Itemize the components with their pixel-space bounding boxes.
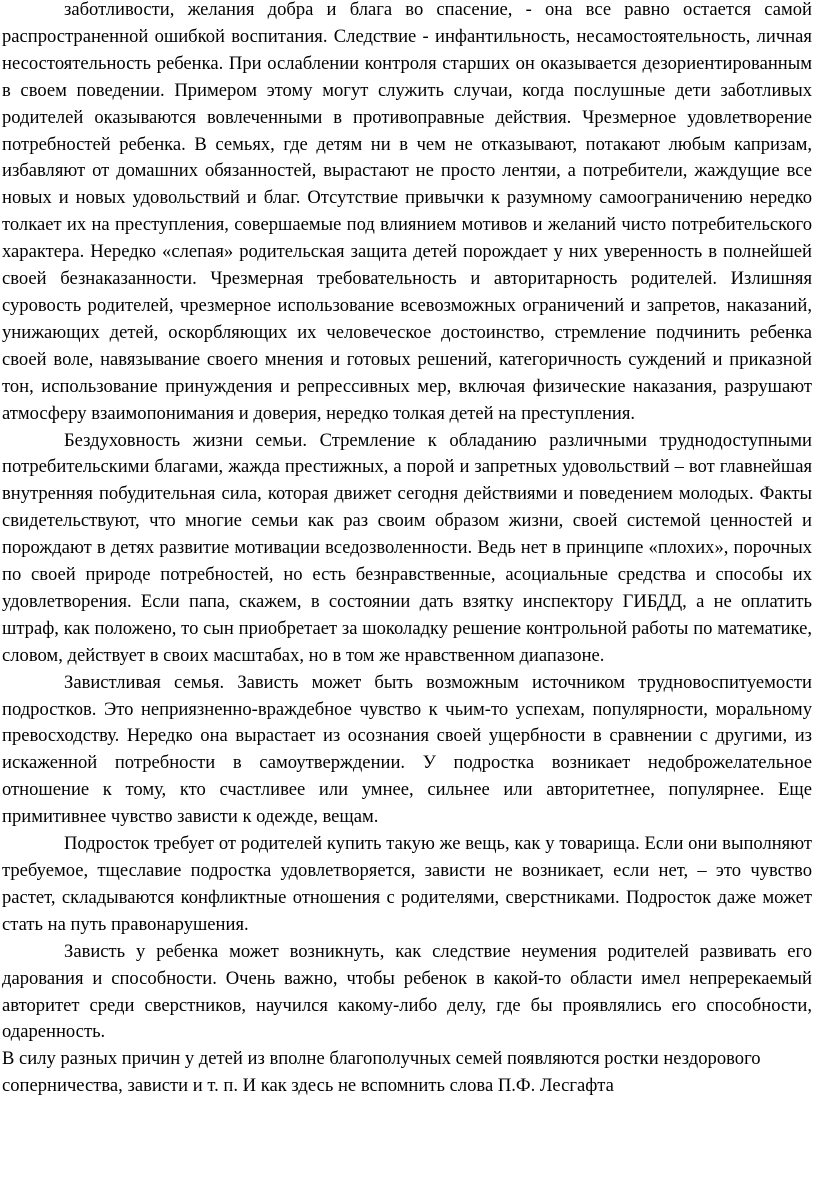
- paragraph-envious-family: Завистливая семья. Зависть может быть возможным источником трудновоспитуемости подростков. Это неприязненно-враждебное чувство к чьим-то успехам, популярности, моральному превосходству. Нередко она вырастает из осознания своей ущербности в сравнении с другими, из искаженной потребности в самоутверждении. У подростка возникает недоброжелательное отношение к тому, кто счастливее или умнее, сильнее или авторитетнее, популярнее. Еще примитивнее чувство зависти к одежде, вещам.: [2, 671, 812, 828]
- paragraph-spiritless-family: Бездуховность жизни семьи. Стремление к обладанию различными труднодоступными потребительскими благами, жажда престижных, а порой и запретных удовольствий – вот главнейшая внутренняя побудительная сила, которая движет сегодня действиями и поведением молодых. Факты свидетельствуют, что многие семьи как раз своим образом жизни, своей системой ценностей и порождают в детях развитие мотивации вседозволенности. Ведь нет в принципе «плохих», порочных по своей природе потребностей, но есть безнравственные, асоциальные средства и способы их удовлетворения. Если папа, скажем, в состоянии дать взятку инспектору ГИБДД, а не оплатить штраф, как положено, то сын приобретает за шоколадку решение контрольной работы по математике, словом, действует в своих масштабах, но в том же нравственном диапазоне.: [2, 429, 812, 666]
- paragraph-envy-causes: Зависть у ребенка может возникнуть, как следствие неумения родителей развивать его дарования и способности. Очень важно, чтобы ребенок в какой-то области имел непререкаемый авторитет среди сверстников, научился какому-либо делу, где бы проявлялись его способности, одаренность.: [2, 940, 812, 1043]
- paragraph-upbringing-errors: заботливости, желания добра и блага во спасение, - она все равно остается самой распространенной ошибкой воспитания. Следствие - инфантильность, несамостоятельность, личная несостоятельность ребенка. При ослаблении контроля старших он оказывается дезориентированным в своем поведении. Примером этому могут служить случаи, когда послушные дети заботливых родителей оказываются вовлеченными в противоправные действия. Чрезмерное удовлетворение потребностей ребенка. В семьях, где детям ни в чем не отказывают, потакают любым капризам, избавляют от домашних обязанностей, вырастают не просто лентяи, а потребители, жаждущие все новых и новых удовольствий и благ. Отсутствие привычки к разумному самоограничению нередко толкает их на преступления, совершаемые под влиянием мотивов и желаний чисто потребительского характера. Нередко «слепая» родительская защита детей порождает у них уверенность в полнейшей своей безнаказанности. Чрезмерная требовательность и авторитарность родителей. Излишняя суровость родителей, чрезмерное использование всевозможных ограничений и запретов, наказаний, унижающих детей, оскорбляющих их человеческое достоинство, стремление подчинить ребенка своей воле, навязывание своего мнения и готовых решений, категоричность суждений и приказной тон, использование принуждения и репрессивных мер, включая физические наказания, разрушают атмосферу взаимопонимания и доверия, нередко толкая детей на преступления.: [2, 0, 812, 424]
- paragraph-teen-demands: Подросток требует от родителей купить такую же вещь, как у товарища. Если они выполняют требуемое, тщеславие подростка удовлетворяется, зависти не возникает, если нет, – это чувство растет, складываются конфликтные отношения с родителями, сверстниками. Подросток даже может стать на путь правонарушения.: [2, 833, 812, 935]
- paragraph-lesgaft-quote-intro: В силу разных причин у детей из вполне благополучных семей появляются ростки нездорового соперничества, зависти и т. п. И как здесь не вспомнить слова П.Ф. Лесгафта: [2, 1048, 761, 1097]
